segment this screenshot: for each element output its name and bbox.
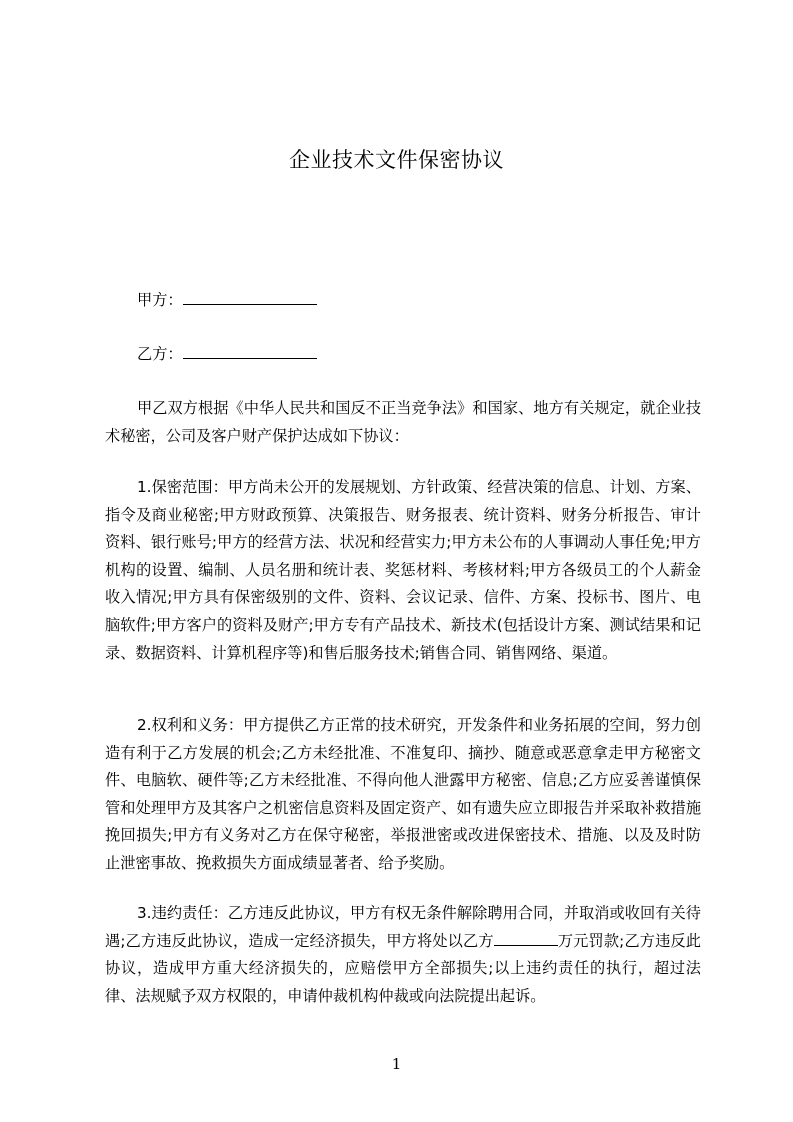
party-b-label: 乙方： bbox=[137, 345, 183, 363]
clause-3-text-part1: 3.违约责任：乙方违反此协议，甲方有权无条件解除聘用合同，并取消或收回有关待遇;乙方违反此协议，造成一定经济损失，甲方将处以乙方 bbox=[105, 904, 701, 950]
intro-text: 甲乙双方根据《中华人民共和国反不正当竞争法》和国家、地方有关规定，就企业技术秘密，公司及客户财产保护达成如下协议： bbox=[105, 399, 701, 445]
document-title: 企业技术文件保密协议 bbox=[289, 148, 504, 172]
clause-2-paragraph bbox=[105, 712, 701, 878]
clause-3-paragraph bbox=[105, 900, 701, 1010]
intro-paragraph bbox=[105, 395, 701, 450]
party-b-blank bbox=[183, 344, 317, 359]
clause-2-text: 2.权利和义务：甲方提供乙方正常的技术研究，开发条件和业务拓展的空间，努力创造有利于乙方发展的机会;乙方未经批准、不准复印、摘抄、随意或恶意拿走甲方秘密文件、电脑软、硬件等;乙方未经批准、不得向他人泄露甲方秘密、信息;乙方应妥善谨慎保管和处理甲方及其客户之机密信息资料及固定资产、如有遗失应立即报告并采取补救措施挽回损失;甲方有义务对乙方在保守秘密，举报泄密或改进保密技术、措施、以及及时防止泄密事故、挽救损失方面成绩显著者、给予奖励。 bbox=[105, 716, 701, 872]
party-a-blank bbox=[183, 290, 317, 305]
penalty-amount-blank bbox=[494, 931, 558, 946]
clause-3-text-part2: 万元罚款;乙方违反此协议，造成甲方重大经济损失的，应赔偿甲方全部损失;以上违约责任的执行，超过法律、法规赋予双方权限的，申请仲裁机构仲裁或向法院提出起诉。 bbox=[105, 931, 701, 1005]
party-b-line bbox=[137, 344, 317, 364]
party-a-label: 甲方： bbox=[137, 291, 183, 309]
page-number: 1 bbox=[391, 1055, 402, 1073]
clause-1-text: 1.保密范围：甲方尚未公开的发展规划、方针政策、经营决策的信息、计划、方案、指令及商业秘密;甲方财政预算、决策报告、财务报表、统计资料、财务分析报告、审计资料、银行账号;甲方的经营方法、状况和经营实力;甲方未公布的人事调动人事任免;甲方机构的设置、编制、人员名册和统计表、奖惩材料、考核材料;甲方各级员工的个人薪金收入情况;甲方具有保密级别的文件、资料、会议记录、信件、方案、投标书、图片、电脑软件;甲方客户的资料及财产;甲方专有产品技术、新技术(包括设计方案、测试结果和记录、数据资料、计算机程序等)和售后服务技术;销售合同、销售网络、渠道。 bbox=[105, 478, 701, 662]
clause-1-paragraph bbox=[105, 474, 701, 667]
party-a-line bbox=[137, 290, 317, 310]
